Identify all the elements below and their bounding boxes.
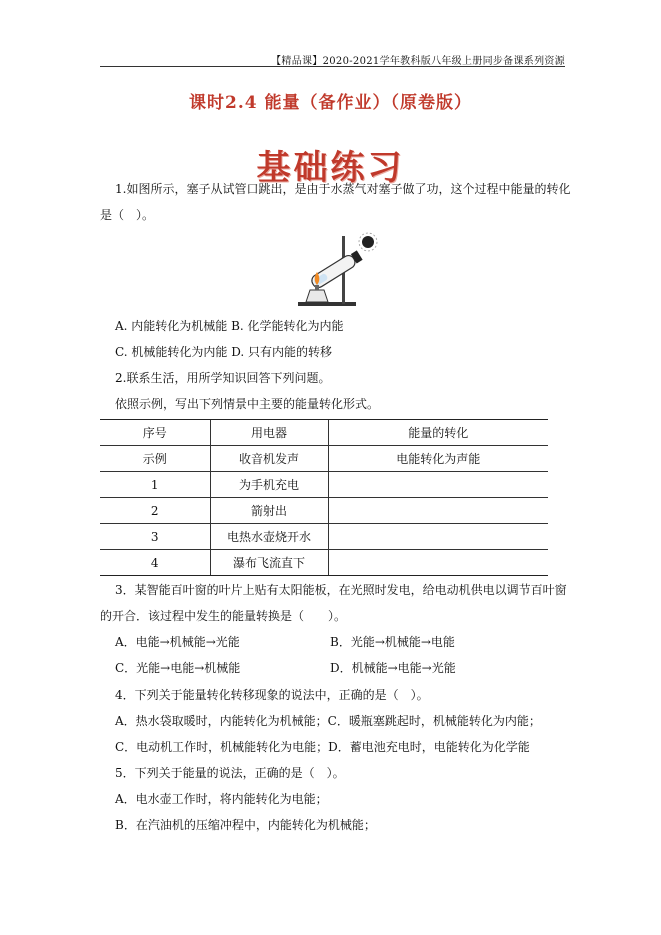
table-cell: 瀑布飞流直下 bbox=[210, 550, 328, 576]
answer-cell[interactable] bbox=[328, 550, 548, 576]
table-cell: 1 bbox=[100, 472, 210, 498]
table-cell: 4 bbox=[100, 550, 210, 576]
page-header: 【精品课】2020-2021学年教科版八年级上册同步备课系列资源 bbox=[271, 56, 565, 67]
table-cell: 为手机充电 bbox=[210, 472, 328, 498]
q1-stem-line2: 是（ ）。 bbox=[100, 208, 155, 222]
table-header-cell: 能量的转化 bbox=[328, 420, 548, 446]
q5-option-a: A．电水壶工作时，将内能转化为电能； bbox=[115, 792, 328, 806]
q3-option-b: B．光能→机械能→电能 bbox=[330, 635, 455, 649]
table-row bbox=[100, 472, 548, 498]
q4-options-ab: A．热水袋取暖时，内能转化为机械能；C．暖瓶塞跳起时，机械能转化为内能； bbox=[115, 714, 541, 728]
table-row bbox=[100, 498, 548, 524]
answer-cell[interactable] bbox=[328, 498, 548, 524]
q4-stem: 4．下列关于能量转化转移现象的说法中，正确的是（ ）。 bbox=[115, 688, 429, 702]
table-cell: 收音机发声 bbox=[210, 446, 328, 472]
table-header-cell: 用电器 bbox=[210, 420, 328, 446]
q2-stem-line2: 依照示例，写出下列情景中主要的能量转化形式。 bbox=[115, 397, 380, 411]
table-header-cell: 序号 bbox=[100, 420, 210, 446]
table-cell: 3 bbox=[100, 524, 210, 550]
document-title: 课时2.4 能量（备作业）（原卷版） bbox=[189, 93, 472, 113]
q5-stem: 5．下列关于能量的说法，正确的是（ ）。 bbox=[115, 766, 345, 780]
header-rule bbox=[100, 66, 565, 67]
table-row bbox=[100, 524, 548, 550]
q3-stem-line1: 3．某智能百叶窗的叶片上贴有太阳能板，在光照时发电，给电动机供电以调节百叶窗 bbox=[115, 583, 567, 597]
table-cell: 箭射出 bbox=[210, 498, 328, 524]
q3-stem-line2: 的开合．该过程中发生的能量转换是（ ）。 bbox=[100, 609, 347, 623]
q3-option-c: C．光能→电能→机械能 bbox=[115, 661, 241, 675]
table-cell: 2 bbox=[100, 498, 210, 524]
test-tube-figure bbox=[292, 228, 392, 310]
answer-cell[interactable] bbox=[328, 472, 548, 498]
q3-option-d: D．机械能→电能→光能 bbox=[330, 661, 456, 675]
q1-options-cd: C. 机械能转化为内能 D. 只有内能的转移 bbox=[115, 345, 333, 359]
q2-stem-line1: 2.联系生活，用所学知识回答下列问题。 bbox=[115, 371, 331, 385]
section-title: 基础练习 bbox=[256, 148, 405, 188]
energy-table bbox=[100, 419, 548, 576]
q1-stem-line1: 1.如图所示，塞子从试管口跳出，是由于水蒸气对塞子做了功，这个过程中能量的转化 bbox=[115, 182, 571, 196]
table-cell: 电热水壶烧开水 bbox=[210, 524, 328, 550]
q4-options-cd: C．电动机工作时，机械能转化为电能；D．蓄电池充电时，电能转化为化学能 bbox=[115, 740, 530, 754]
answer-cell[interactable] bbox=[328, 524, 548, 550]
table-row bbox=[100, 446, 548, 472]
q1-options-ab: A. 内能转化为机械能 B. 化学能转化为内能 bbox=[115, 319, 344, 333]
q3-option-a: A．电能→机械能→光能 bbox=[115, 635, 240, 649]
table-header-row bbox=[100, 420, 548, 446]
q5-option-b: B．在汽油机的压缩冲程中，内能转化为机械能； bbox=[115, 818, 376, 832]
table-cell: 电能转化为声能 bbox=[328, 446, 548, 472]
table-cell: 示例 bbox=[100, 446, 210, 472]
table-row bbox=[100, 550, 548, 576]
